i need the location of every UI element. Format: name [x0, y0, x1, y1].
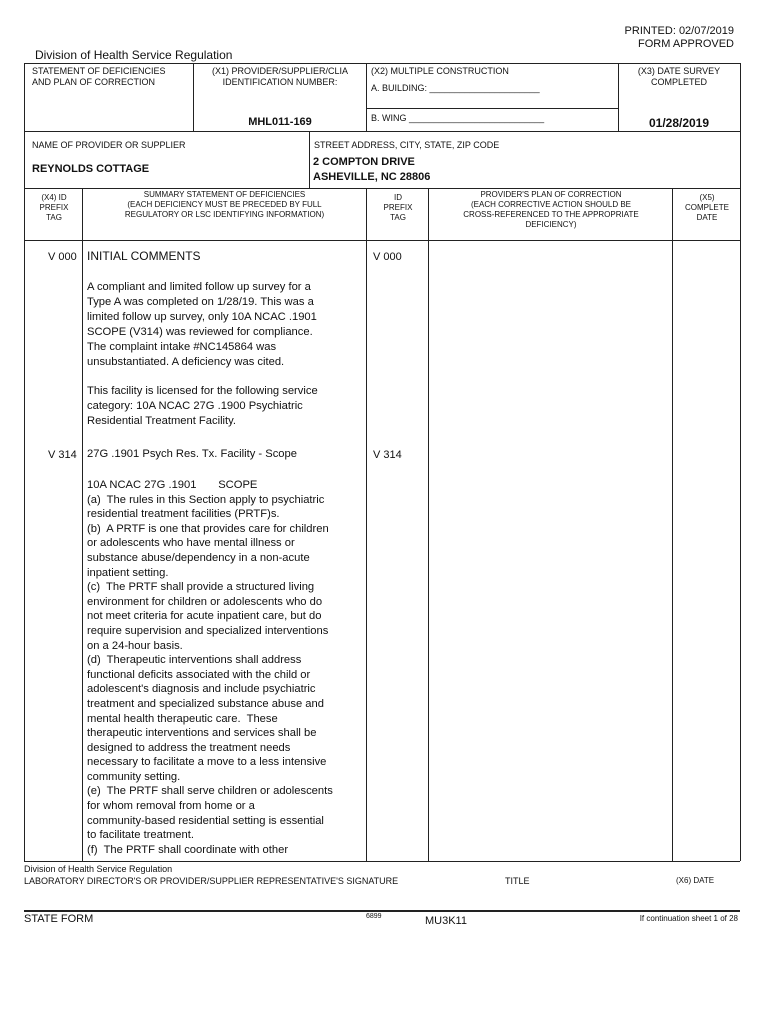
col-x4: (X4) ID PREFIX TAG: [39, 193, 69, 222]
printed-date: PRINTED: 02/07/2019: [624, 25, 734, 37]
form-number: 6899: [366, 913, 382, 920]
id-tag-v314: V 314: [373, 449, 402, 461]
entry-title-v000: INITIAL COMMENTS: [87, 249, 201, 263]
state-form: STATE FORM: [24, 913, 94, 925]
x6-date-label: (X6) DATE: [676, 876, 715, 885]
x2-label: (X2) MULTIPLE CONSTRUCTION: [371, 66, 509, 76]
tag-v000: V 000: [48, 251, 77, 263]
x3-value: 01/28/2019: [648, 116, 710, 130]
wing-label: B. WING ___________________________: [371, 113, 545, 123]
footer-rule: [24, 910, 740, 912]
building-label: A. BUILDING: ______________________: [371, 83, 540, 93]
frame-left: [24, 63, 25, 861]
tag-v314: V 314: [48, 449, 77, 461]
entry-paragraph: This facility is licensed for the following service category: 10A NCAC 27G .1900 Psychiatric Residential Treatment Facility.: [87, 385, 318, 427]
footer-division: Division of Health Service Regulation: [24, 864, 173, 874]
col-id: ID PREFIX TAG: [383, 193, 413, 222]
entry-paragraph: 10A NCAC 27G .1901 SCOPE (a) The rules in this Section apply to psychiatric residential treatment facilities (PRTF)s. (b) A PRTF is one that provides care for children or adolescents who have mental illness or substance abuse/dependency in a non-acute inpatient setting. (c) The PRTF shall provide a structured living environment for children or adolescents who do not meet criteria for acute inpatient care, but do require supervision and specialized interventions on a 24-hour basis. (d) Therapeutic interventions shall address functional deficits associated with the child or adolescent's diagnosis and include psychiatric treatment and specialized substance abuse and mental health therapeutic care. These therapeutic interventions and services shall be designed to address the treatment needs necessary to facilitate a move to a less intensive community setting. (e) The PRTF shall serve children or adolescents for whom removal from home or a community-based residential setting is essential to facilitate treatment. (f) The PRTF shall coordinate with other: [87, 479, 333, 856]
provider-name-label: NAME OF PROVIDER OR SUPPLIER: [32, 140, 186, 150]
title-label: TITLE: [505, 876, 530, 886]
col-plan: PROVIDER'S PLAN OF CORRECTION (EACH CORRECTIVE ACTION SHOULD BE CROSS-REFERENCED TO THE APPROPRIATE DEFICIENCY): [463, 190, 639, 229]
division-title: Division of Health Service Regulation: [35, 48, 233, 62]
signature-label: LABORATORY DIRECTOR'S OR PROVIDER/SUPPLIER REPRESENTATIVE'S SIGNATURE: [24, 876, 399, 886]
frame-top: [24, 63, 740, 64]
col-x5: (X5) COMPLETE DATE: [684, 193, 729, 222]
continuation-sheet: If continuation sheet 1 of 28: [639, 914, 738, 923]
x3-label: (X3) DATE SURVEY COMPLETED: [637, 66, 721, 87]
x1-label: (X1) PROVIDER/SUPPLIER/CLIA IDENTIFICATION NUMBER:: [211, 66, 349, 87]
col-summary: SUMMARY STATEMENT OF DEFICIENCIES (EACH DEFICIENCY MUST BE PRECEDED BY FULL REGULATORY OR LSC IDENTIFYING INFORMATION): [124, 190, 325, 219]
id-tag-v000: V 000: [373, 251, 402, 263]
address-line1: 2 COMPTON DRIVE: [313, 156, 415, 168]
frame-right: [740, 63, 741, 861]
x1-value: MHL011-169: [248, 116, 312, 128]
address-label: STREET ADDRESS, CITY, STATE, ZIP CODE: [314, 140, 500, 150]
event-id: MU3K11: [425, 915, 467, 927]
address-line2: ASHEVILLE, NC 28806: [313, 171, 431, 183]
entry-title-v314: 27G .1901 Psych Res. Tx. Facility - Scope: [87, 448, 297, 460]
form-approved: FORM APPROVED: [638, 38, 734, 50]
provider-name: REYNOLDS COTTAGE: [32, 163, 150, 175]
entry-paragraph: A compliant and limited follow up survey for a Type A was completed on 1/28/19. This was a limited follow up survey, only 10A NCAC .1901 SCOPE (V314) was reviewed for compliance. The complaint intake #NC145864 was unsubstantiated. A deficiency was cited.: [87, 281, 317, 368]
statement-label: STATEMENT OF DEFICIENCIES AND PLAN OF CORRECTION: [32, 66, 166, 87]
